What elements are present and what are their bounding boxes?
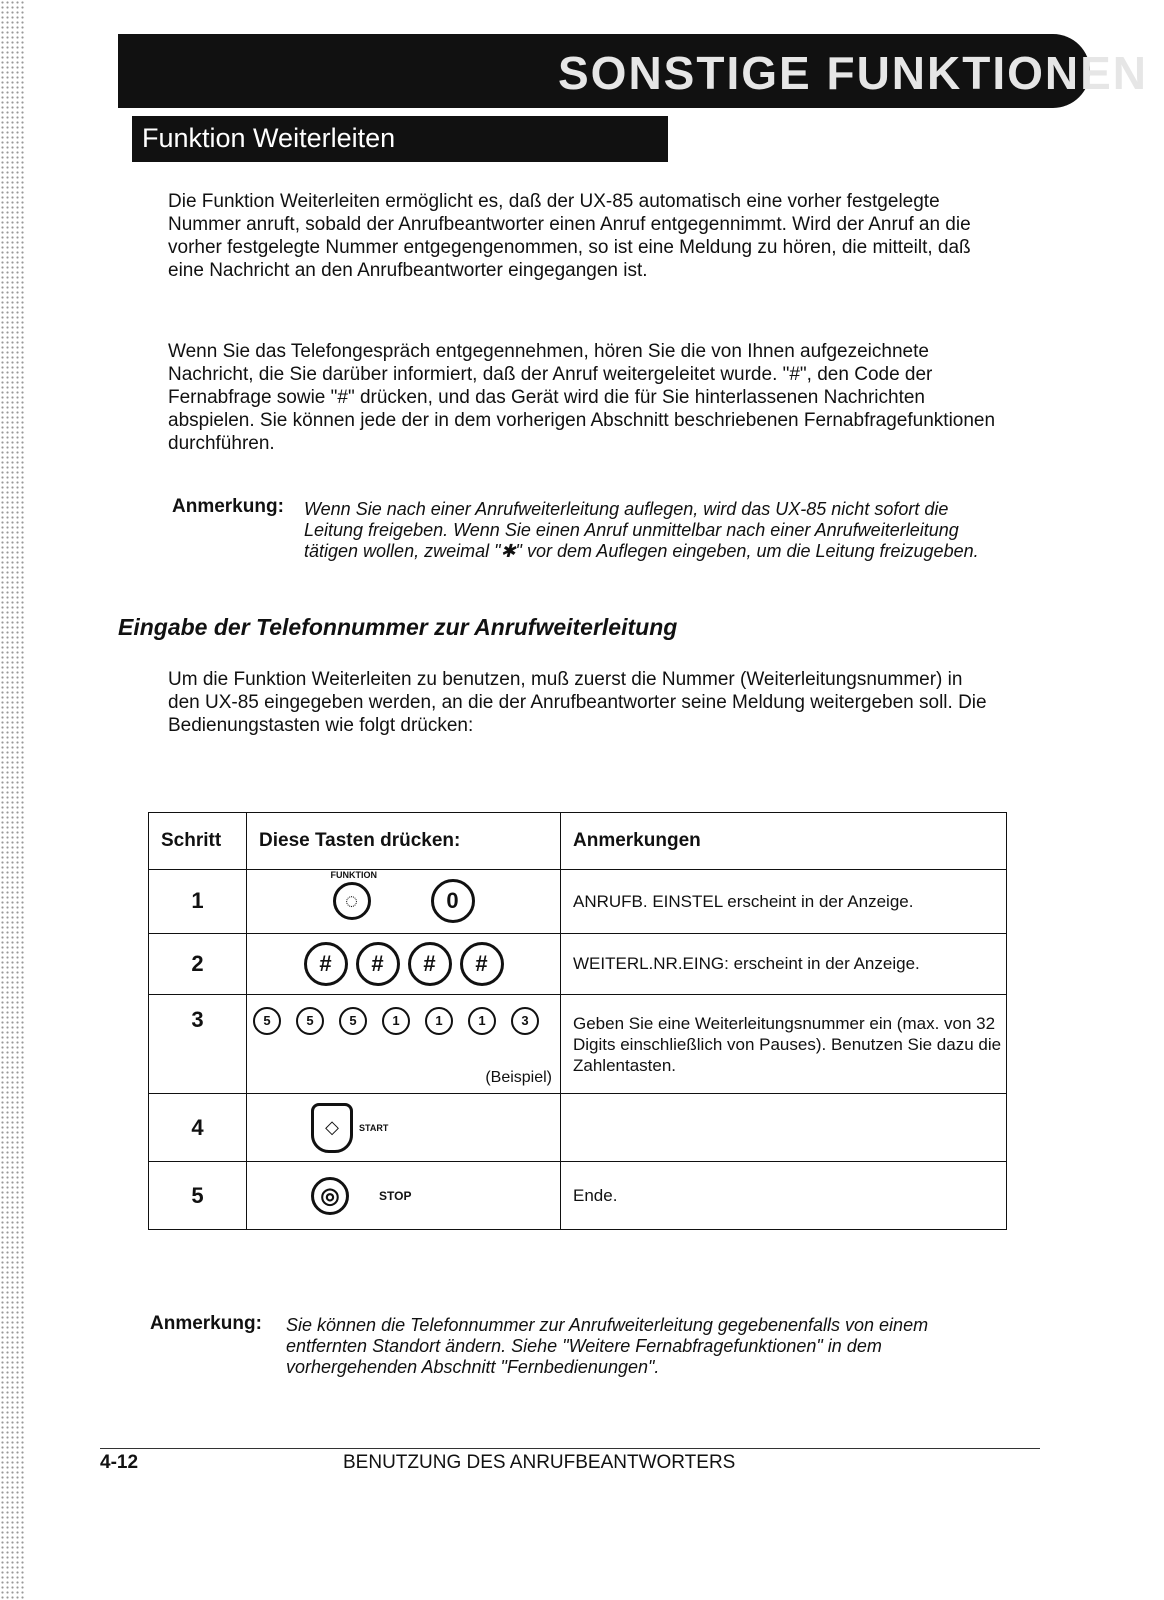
- step-keys-cell: [247, 1094, 561, 1162]
- digit-key-icon: 5: [296, 1007, 324, 1035]
- note-2: [150, 1313, 1010, 1385]
- scan-edge-noise: [0, 0, 26, 1600]
- hash-key-icon: #: [304, 942, 348, 986]
- step-number: 3: [149, 994, 247, 1094]
- stop-key-icon: ◎: [311, 1177, 349, 1215]
- step-number: 1: [149, 870, 247, 934]
- step-number: 2: [149, 933, 247, 994]
- start-key-caption: START: [359, 1122, 389, 1133]
- digit-key-icon: 1: [468, 1007, 496, 1035]
- note-1: [172, 496, 1002, 592]
- footer-rule: [100, 1448, 1040, 1449]
- note-2-text: Sie können die Telefonnummer zur Anrufweiterleitung gegebenenfalls von einem entfernten Standort ändern. Siehe "Weitere Fernabfragefunktionen" in dem vorhergehenden Abschnitt "Fernbedienungen".: [286, 1315, 929, 1377]
- header-keys: Diese Tasten drücken:: [247, 813, 561, 870]
- table-row: [149, 870, 1007, 934]
- header-remarks: Anmerkungen: [561, 813, 1007, 870]
- example-label: (Beispiel): [485, 1069, 552, 1087]
- note-1-text: Wenn Sie nach einer Anrufweiterleitung auflegen, wird das UX-85 nicht sofort die Leitung freigeben. Wenn Sie einen Anruf unmittelbar nach einer Anrufweiterleitung tätigen wollen, zweimal "✱" vor dem Auflegen eingeben, um die Leitung freizugeben.: [304, 499, 979, 561]
- note-2-label: Anmerkung:: [150, 1313, 262, 1334]
- digit-0-key-icon: 0: [431, 879, 475, 923]
- table-row: [149, 933, 1007, 994]
- step-keys-cell: [247, 1162, 561, 1230]
- start-key-icon: ◇: [311, 1103, 353, 1153]
- table-row: [149, 994, 1007, 1094]
- hash-key-icon: #: [408, 942, 452, 986]
- function-key-icon: ◌: [333, 882, 371, 920]
- step-remark: WEITERL.NR.EING: erscheint in der Anzeige.: [561, 933, 1007, 994]
- step-remark: [561, 1094, 1007, 1162]
- function-key-caption: FUNKTION: [330, 870, 377, 881]
- table-header-row: [149, 813, 1007, 870]
- page-number: 4-12: [100, 1452, 139, 1473]
- hash-key-icon: #: [460, 942, 504, 986]
- digit-key-icon: 1: [382, 1007, 410, 1035]
- step-keys-cell: [247, 994, 561, 1094]
- chapter-banner-title: SONSTIGE FUNKTIONEN: [558, 47, 1149, 99]
- section-title-bar: [132, 116, 668, 162]
- digit-key-icon: 3: [511, 1007, 539, 1035]
- digit-key-icon: 5: [253, 1007, 281, 1035]
- steps-table: [148, 812, 1007, 1230]
- step-number: 4: [149, 1094, 247, 1162]
- chapter-banner: [118, 34, 1149, 108]
- digit-key-icon: 1: [425, 1007, 453, 1035]
- footer-title: BENUTZUNG DES ANRUFBEANTWORTERS: [343, 1452, 736, 1473]
- section-title: Funktion Weiterleiten: [142, 123, 396, 153]
- sub-paragraph: Um die Funktion Weiterleiten zu benutzen, muß zuerst die Nummer (Weiterleitungsnummer) in den UX-85 eingegeben werden, an die der Anrufbeantworter seine Meldung weitergeben soll. Die Bedienungstasten wie folgt drücken:: [168, 669, 987, 736]
- table-row: [149, 1162, 1007, 1230]
- step-remark: ANRUFB. EINSTEL erscheint in der Anzeige.: [561, 870, 1007, 934]
- intro-paragraph-1: Die Funktion Weiterleiten ermöglicht es, daß der UX-85 automatisch eine vorher festgelegte Nummer anruft, sobald der Anrufbeantworter einen Anruf entgegennimmt. Wird der Anruf an die vorher festgelegte Nummer entgegengenommen, so ist eine Meldung zu hören, die mitteilt, daß eine Nachricht an den Anrufbeantworter eingegangen ist.: [168, 191, 971, 281]
- function-key-group: [330, 870, 377, 920]
- digit-key-icon: 5: [339, 1007, 367, 1035]
- step-remark: Geben Sie eine Weiterleitungsnummer ein (max. von 32 Digits einschließlich von Pauses). Benutzen Sie dazu die Zahlentasten.: [561, 994, 1007, 1094]
- subheading: Eingabe der Telefonnummer zur Anrufweiterleitung: [118, 614, 678, 640]
- stop-key-caption: STOP: [379, 1188, 412, 1203]
- note-1-label: Anmerkung:: [172, 496, 284, 517]
- table-row: [149, 1094, 1007, 1162]
- intro-paragraph-2: Wenn Sie das Telefongespräch entgegennehmen, hören Sie die von Ihnen aufgezeichnete Nachricht, die Sie darüber informiert, daß der Anruf weitergeleitet wurde. "#", den Code der Fernabfrage sowie "#" drücken, und das Gerät wird die für Sie hinterlassenen Nachrichten abspielen. Sie können jede der in dem vorherigen Abschnitt beschriebenen Fernabfragefunktionen durchführen.: [168, 341, 996, 454]
- step-keys-cell: [247, 933, 561, 994]
- step-remark: Ende.: [561, 1162, 1007, 1230]
- header-step: Schritt: [149, 813, 247, 870]
- step-number: 5: [149, 1162, 247, 1230]
- hash-key-icon: #: [356, 942, 400, 986]
- step-keys-cell: [247, 870, 561, 934]
